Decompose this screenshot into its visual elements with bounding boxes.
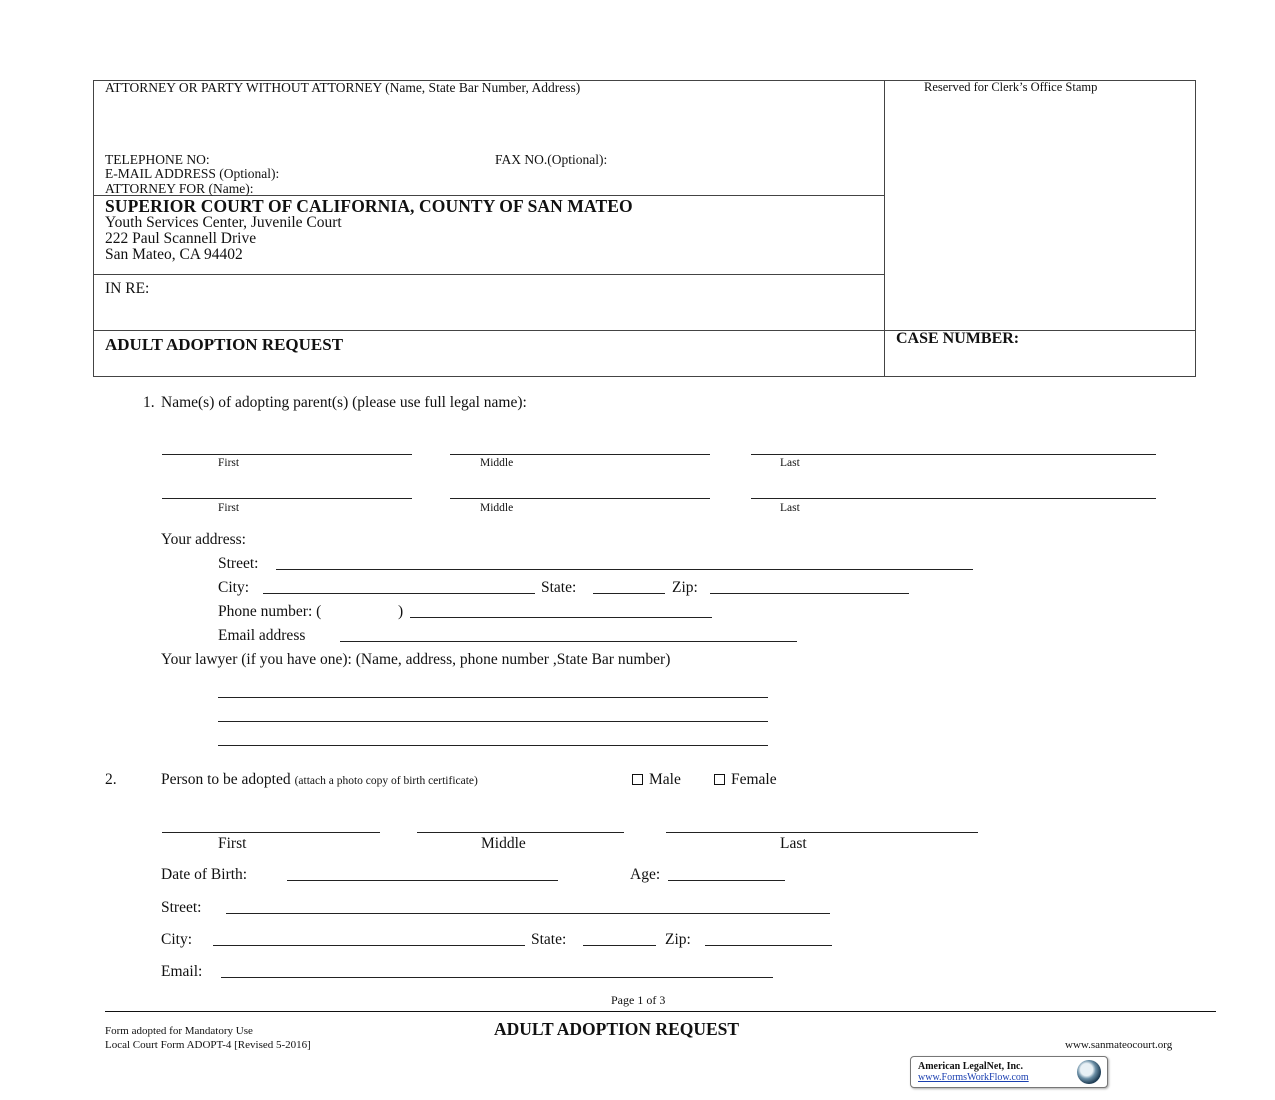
- attorney-label: ATTORNEY OR PARTY WITHOUT ATTORNEY (Name, State Bar Number, Address): [105, 80, 581, 95]
- parent-street-field[interactable]: [276, 569, 973, 570]
- in-re-label: IN RE:: [105, 280, 150, 297]
- page-indicator: Page 1 of 3: [611, 993, 666, 1007]
- parent-phone-field[interactable]: [410, 617, 712, 618]
- phone-paren-close: ): [398, 603, 404, 620]
- email-label: Email:: [161, 963, 203, 980]
- city-label: City:: [218, 579, 250, 596]
- lawyer-heading: Your lawyer (if you have one): (Name, address, phone number ,State Bar number): [161, 651, 671, 668]
- caption-divider: [93, 274, 884, 275]
- adoptee-street-field[interactable]: [226, 913, 830, 914]
- fax-label: FAX NO.(Optional):: [495, 152, 608, 167]
- section-1-heading: Name(s) of adopting parent(s) (please use full legal name):: [161, 394, 527, 411]
- section-2-heading-group: [161, 771, 478, 789]
- phone-label: Phone number: (: [218, 603, 322, 620]
- state-label: State:: [541, 579, 577, 596]
- adoptee-zip-field[interactable]: [705, 945, 832, 946]
- zip-label: Zip:: [672, 579, 698, 596]
- attorney-for-label: ATTORNEY FOR (Name):: [105, 181, 254, 196]
- last-label: Last: [780, 457, 800, 469]
- parent-state-field[interactable]: [593, 593, 665, 594]
- address-heading: Your address:: [161, 531, 246, 548]
- section-1-number: 1.: [143, 394, 155, 411]
- male-option[interactable]: [632, 771, 681, 789]
- court-website-link[interactable]: www.sanmateocourt.org: [1065, 1039, 1173, 1051]
- parent1-first-name-field[interactable]: [162, 454, 412, 455]
- court-address-line: Youth Services Center, Juvenile Court: [105, 214, 342, 231]
- email-label: E-MAIL ADDRESS (Optional):: [105, 166, 280, 181]
- lawyer-info-field-line-2[interactable]: [218, 721, 768, 722]
- court-name: SUPERIOR COURT OF CALIFORNIA, COUNTY OF SAN MATEO: [105, 196, 633, 216]
- female-label: Female: [731, 771, 777, 788]
- form-id: Local Court Form ADOPT-4 [Revised 5-2016]: [105, 1039, 311, 1051]
- form-title: ADULT ADOPTION REQUEST: [105, 335, 344, 354]
- zip-label: Zip:: [665, 931, 691, 948]
- lawyer-info-field-line-1[interactable]: [218, 697, 768, 698]
- adoptee-last-name-field[interactable]: [666, 832, 978, 833]
- dob-label: Date of Birth:: [161, 866, 248, 883]
- court-address-line: 222 Paul Scannell Drive: [105, 230, 257, 247]
- footer-rule: [105, 1011, 1216, 1012]
- court-address-line: San Mateo, CA 94402: [105, 246, 243, 263]
- globe-icon: [1077, 1060, 1101, 1084]
- clerk-stamp-label: Reserved for Clerk’s Office Stamp: [924, 80, 1098, 94]
- caption-divider: [93, 330, 1196, 331]
- middle-label: Middle: [480, 457, 514, 469]
- age-label: Age:: [630, 866, 661, 883]
- case-number-label: CASE NUMBER:: [896, 330, 1020, 347]
- lawyer-info-field-line-3[interactable]: [218, 745, 768, 746]
- telephone-label: TELEPHONE NO:: [105, 152, 210, 167]
- adoptee-city-field[interactable]: [213, 945, 525, 946]
- first-label: First: [218, 457, 240, 469]
- middle-label: Middle: [481, 835, 526, 852]
- parent2-last-name-field[interactable]: [751, 498, 1156, 499]
- street-label: Street:: [218, 555, 259, 572]
- adoptee-dob-field[interactable]: [287, 880, 558, 881]
- first-label: First: [218, 502, 240, 514]
- caption-divider-vertical: [884, 80, 885, 377]
- last-label: Last: [780, 502, 800, 514]
- parent-email-field[interactable]: [340, 641, 797, 642]
- state-label: State:: [531, 931, 567, 948]
- logo-company: American LegalNet, Inc.: [918, 1061, 1023, 1072]
- section-2-heading-note: (attach a photo copy of birth certificate): [294, 775, 478, 787]
- adoptee-email-field[interactable]: [221, 977, 773, 978]
- adopted-note: Form adopted for Mandatory Use: [105, 1025, 253, 1037]
- parent-zip-field[interactable]: [710, 593, 909, 594]
- first-label: First: [218, 835, 247, 852]
- logo-link[interactable]: www.FormsWorkFlow.com: [918, 1072, 1029, 1083]
- adoptee-state-field[interactable]: [583, 945, 656, 946]
- section-2-heading: Person to be adopted: [161, 771, 291, 788]
- male-checkbox[interactable]: [632, 774, 643, 785]
- footer-title: ADULT ADOPTION REQUEST: [494, 1019, 740, 1039]
- last-label: Last: [780, 835, 807, 852]
- street-label: Street:: [161, 899, 202, 916]
- middle-label: Middle: [480, 502, 514, 514]
- section-2-number: 2.: [105, 771, 117, 788]
- male-label: Male: [649, 771, 681, 788]
- parent-city-field[interactable]: [263, 593, 535, 594]
- female-option[interactable]: [714, 771, 777, 789]
- parent2-first-name-field[interactable]: [162, 498, 412, 499]
- parent1-middle-name-field[interactable]: [450, 454, 710, 455]
- email-label: Email address: [218, 627, 306, 644]
- americanlegalnet-logo[interactable]: [910, 1056, 1108, 1088]
- female-checkbox[interactable]: [714, 774, 725, 785]
- adoptee-age-field[interactable]: [668, 880, 785, 881]
- parent2-middle-name-field[interactable]: [450, 498, 710, 499]
- parent1-last-name-field[interactable]: [751, 454, 1156, 455]
- city-label: City:: [161, 931, 193, 948]
- adoptee-first-name-field[interactable]: [162, 832, 380, 833]
- adoptee-middle-name-field[interactable]: [417, 832, 624, 833]
